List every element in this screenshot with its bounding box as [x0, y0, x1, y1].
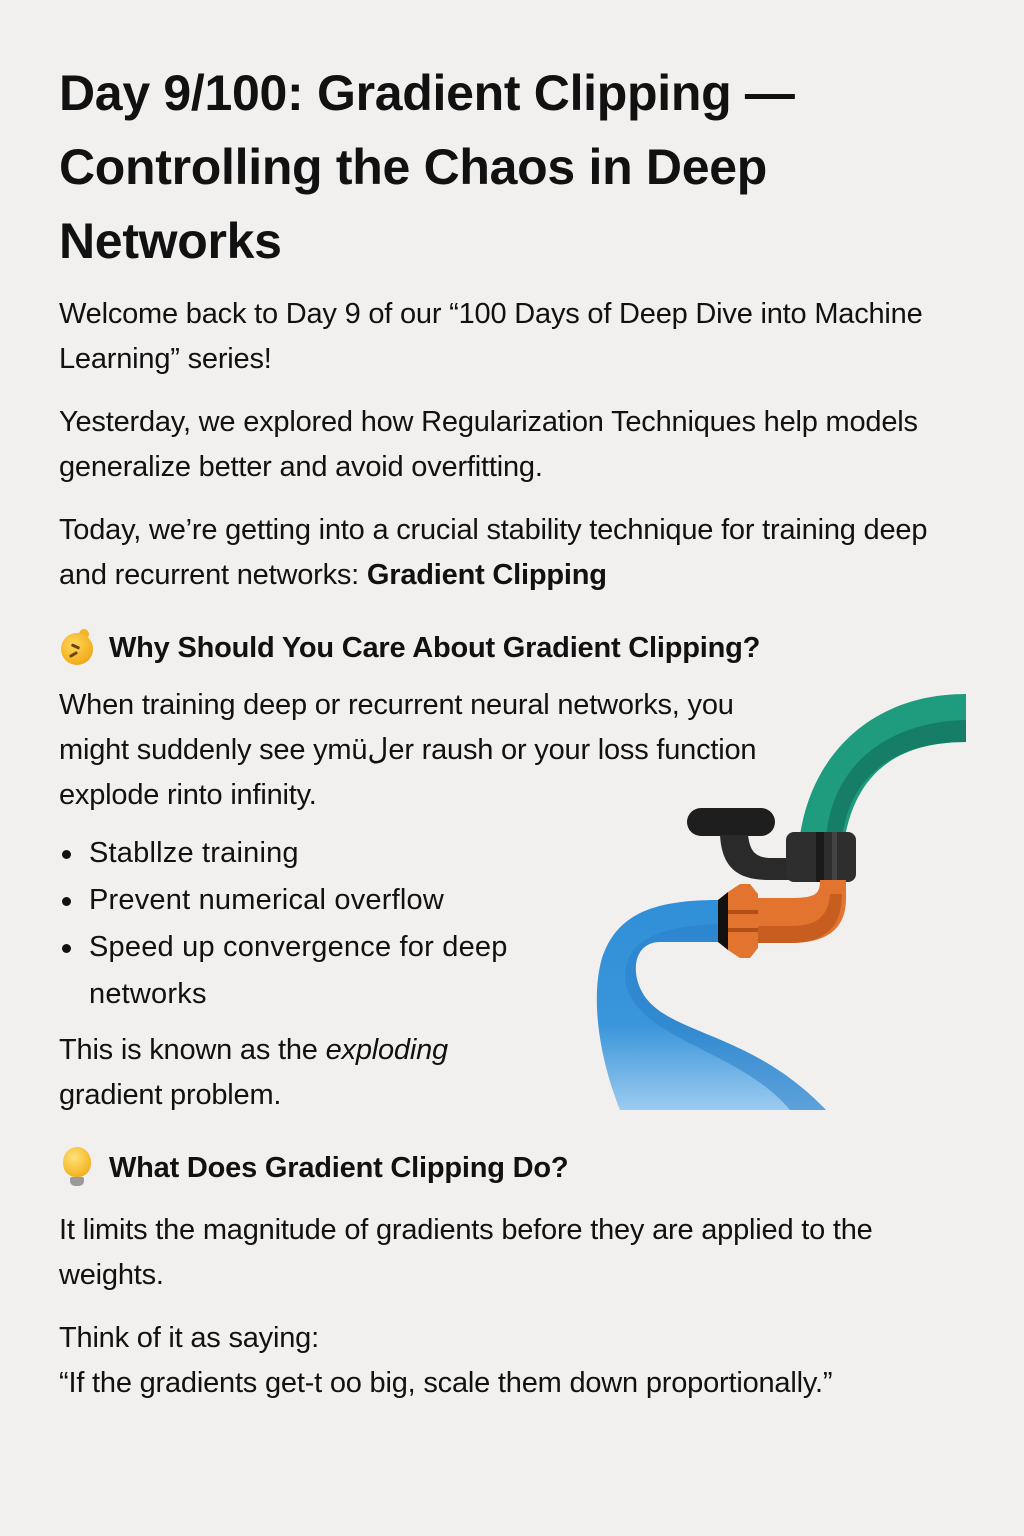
- section-heading-what-text: What Does Gradient Clipping Do?: [109, 1152, 569, 1184]
- note-italic: exploding: [325, 1034, 448, 1066]
- pipe-illustration-icon: [580, 680, 980, 1120]
- note-suffix: gradient problem.: [59, 1079, 282, 1111]
- grinning-face-emoji-icon: [59, 629, 95, 667]
- list-item: Speed up convergence for deep networks: [59, 924, 559, 1018]
- list-item: Prevent numerical overflow: [59, 877, 559, 924]
- intro-today: [59, 508, 979, 598]
- quote-line: “If the gradients get-t oo big, scale them down proportionally.”: [59, 1367, 833, 1399]
- exploding-gradient-note: [59, 1028, 509, 1118]
- light-bulb-emoji-icon: [59, 1147, 95, 1189]
- section-heading-why: [59, 628, 979, 668]
- intro-welcome: Welcome back to Day 9 of our “100 Days of Deep Dive into Machine Learning” series!: [59, 298, 923, 375]
- section-what-paragraph: It limits the magnitude of gradients before they are applied to the weights.: [59, 1214, 873, 1291]
- pipe-with-valve-illustration: [580, 680, 980, 1120]
- section-what-body: [59, 1208, 959, 1406]
- benefits-list: [59, 830, 559, 1018]
- list-item: Stabllze training: [59, 830, 559, 877]
- section-why-paragraph: When training deep or recurrent neural networks, you might suddenly see ymüلer raush or your loss function explode rinto infinity.: [59, 689, 757, 811]
- note-prefix: This is known as the: [59, 1034, 326, 1066]
- section-heading-why-text: Why Should You Care About Gradient Clipping?: [109, 632, 761, 664]
- intro-today-bold: Gradient Clipping: [366, 559, 607, 591]
- section-heading-what: [59, 1147, 568, 1189]
- page-title: Day 9/100: Gradient Clipping — Controlling the Chaos in Deep Networks: [59, 65, 795, 269]
- article: [59, 56, 979, 668]
- intro-today-text: Today, we’re getting into a crucial stability technique for training deep and recurrent networks:: [59, 514, 928, 591]
- think-line: Think of it as saying:: [59, 1322, 319, 1354]
- intro-yesterday: Yesterday, we explored how Regularization Techniques help models generalize better and avoid overfitting.: [59, 406, 918, 483]
